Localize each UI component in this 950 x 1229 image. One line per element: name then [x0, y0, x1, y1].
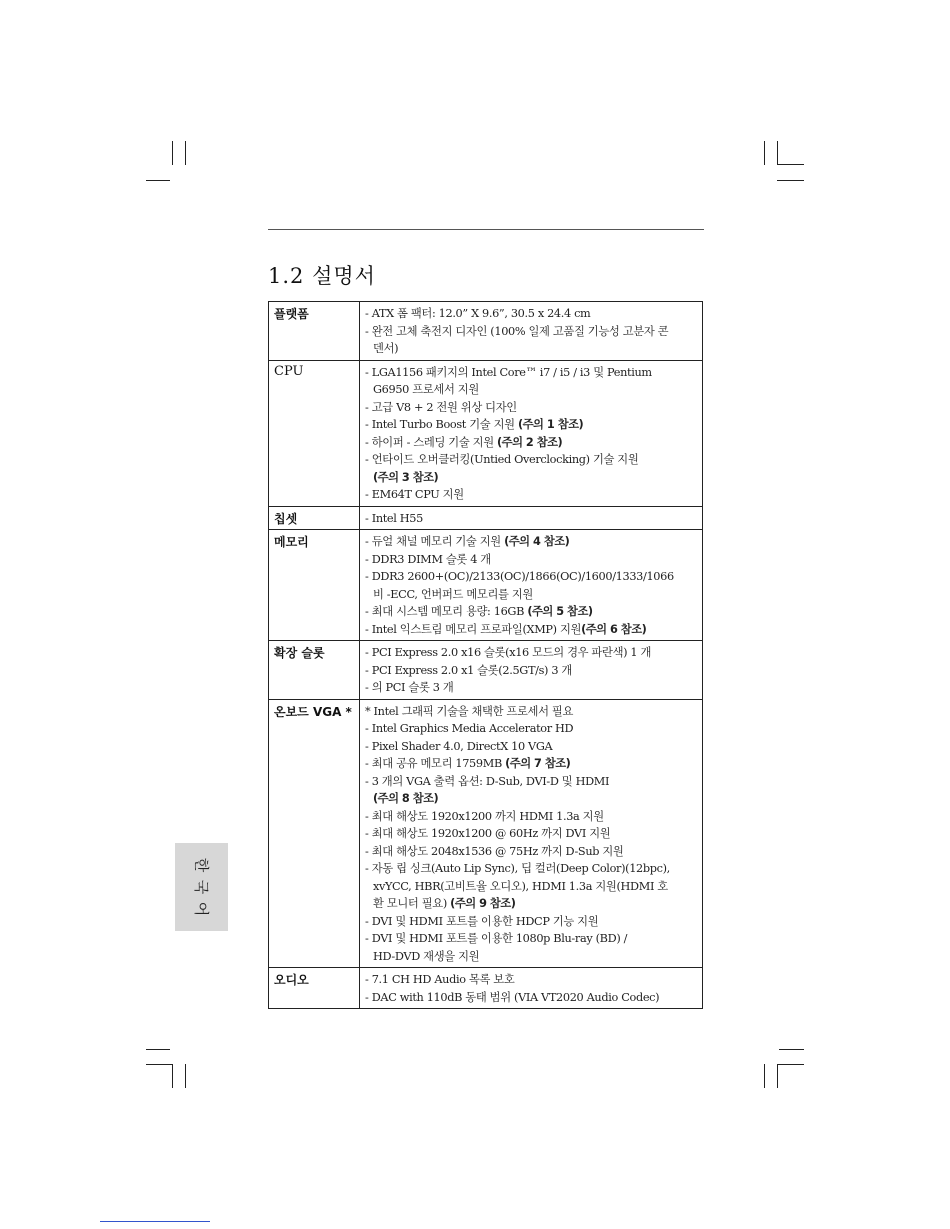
- spec-items: [360, 302, 703, 361]
- crop-mark: [777, 1064, 804, 1065]
- spec-items: [360, 968, 703, 1009]
- spec-note: (주의 4 참조): [504, 535, 570, 548]
- spec-item: [365, 989, 698, 1007]
- spec-row: [269, 506, 703, 530]
- spec-item: [365, 469, 698, 487]
- spec-item: [365, 878, 698, 896]
- section-title: 1.2 설명서: [268, 264, 376, 288]
- crop-mark: [779, 1049, 804, 1050]
- spec-item: [365, 399, 698, 417]
- spec-item: [365, 808, 698, 826]
- spec-item-text: - Intel H55: [365, 511, 423, 525]
- language-tab-char: 국: [192, 879, 211, 895]
- bottom-link-line: [100, 1221, 210, 1222]
- crop-mark: [146, 180, 170, 181]
- spec-item-text: - Intel Graphics Media Accelerator HD: [365, 722, 574, 735]
- spec-item: [365, 662, 698, 680]
- crop-mark: [146, 1049, 170, 1050]
- spec-item: [365, 551, 698, 569]
- spec-item-text: - 의 PCI 슬롯 3 개: [365, 681, 454, 694]
- spec-item: [365, 416, 698, 434]
- spec-item-text: - PCI Express 2.0 x16 슬롯(x16 모드의 경우 파란색) 1 개: [365, 646, 652, 659]
- spec-item: [365, 434, 698, 452]
- spec-item-text: - DDR3 DIMM 슬롯 4 개: [365, 552, 491, 566]
- spec-item-text: - DAC with 110dB 동태 범위 (VIA VT2020 Audio Codec): [365, 990, 660, 1004]
- spec-item-text: - DDR3 2600+(OC)/2133(OC)/1866(OC)/1600/1333/1066: [365, 570, 674, 583]
- spec-item: [365, 971, 698, 989]
- spec-category: 플랫폼: [269, 302, 360, 361]
- spec-item-text: HD-DVD 재생을 지원: [373, 949, 480, 963]
- spec-item: [365, 948, 698, 966]
- spec-item: [365, 510, 698, 528]
- spec-item-text: - LGA1156 패키지의 Intel Core™ i7 / i5 / i3 및 Pentium: [365, 365, 652, 379]
- spec-row: [269, 641, 703, 700]
- spec-item: [365, 679, 698, 697]
- spec-items: [360, 506, 703, 530]
- spec-item: [365, 930, 698, 948]
- spec-item-text: - 3 개의 VGA 출력 옵션: D-Sub, DVI-D 및 HDMI: [365, 774, 610, 788]
- crop-mark: [172, 1064, 173, 1088]
- spec-item-text: 환 모니터 필요): [373, 897, 451, 910]
- spec-category: 칩셋: [269, 506, 360, 530]
- spec-note: (주의 7 참조): [505, 757, 571, 770]
- language-tab-char: 한: [192, 857, 211, 873]
- spec-item-text: - 7.1 CH HD Audio 목록 보호: [365, 973, 515, 986]
- spec-item-text: - DVI 및 HDMI 포트를 이용한 1080p Blu-ray (BD) /: [365, 932, 628, 945]
- spec-item: [365, 773, 698, 791]
- spec-item: [365, 586, 698, 604]
- spec-item-text: - PCI Express 2.0 x1 슬롯(2.5GT/s) 3 개: [365, 663, 572, 677]
- spec-item-text: - 하이퍼 - 스레딩 기술 지원: [365, 435, 498, 449]
- spec-item: [365, 738, 698, 756]
- spec-row: [269, 360, 703, 506]
- language-tab: [175, 843, 228, 931]
- spec-item-text: - 듀얼 채널 메모리 기술 지원: [365, 535, 505, 548]
- crop-mark: [185, 1064, 186, 1088]
- spec-items: [360, 530, 703, 641]
- spec-item-text: 비 -ECC, 언버퍼드 메모리를 지원: [373, 587, 533, 601]
- crop-mark: [764, 141, 765, 165]
- spec-item: [365, 381, 698, 399]
- spec-item: [365, 790, 698, 808]
- spec-note: (주의 8 참조): [373, 792, 439, 805]
- spec-item-text: * Intel 그래픽 기술을 채택한 프로세서 필요: [365, 704, 574, 718]
- spec-item: [365, 720, 698, 738]
- spec-items: [360, 699, 703, 968]
- spec-item-text: 덴서): [373, 342, 399, 355]
- spec-item-text: - 언타이드 오버클러킹(Untied Overclocking) 기술 지원: [365, 453, 639, 466]
- spec-item-text: - 고급 V8 + 2 전원 위상 디자인: [365, 400, 517, 414]
- spec-category: CPU: [269, 360, 360, 506]
- spec-item-text: - 최대 공유 메모리 1759MB: [365, 757, 506, 770]
- spec-row: [269, 699, 703, 968]
- language-tab-char: 어: [192, 901, 211, 917]
- spec-category: 온보드 VGA *: [269, 699, 360, 968]
- spec-item-text: G6950 프로세서 지원: [373, 383, 479, 396]
- spec-item: [365, 305, 698, 323]
- spec-category: 확장 슬롯: [269, 641, 360, 700]
- crop-mark: [777, 180, 804, 181]
- crop-mark: [764, 1064, 765, 1088]
- spec-item-text: xvYCC, HBR(고비트율 오디오), HDMI 1.3a 지원(HDMI 호: [373, 879, 668, 893]
- spec-category: 오디오: [269, 968, 360, 1009]
- crop-mark: [777, 141, 778, 165]
- crop-mark: [777, 1064, 778, 1088]
- crop-mark: [185, 141, 186, 165]
- spec-note: (주의 6 참조): [581, 622, 647, 636]
- spec-item-text: - EM64T CPU 지원: [365, 488, 464, 501]
- spec-note: (주의 2 참조): [497, 435, 563, 449]
- spec-item: [365, 860, 698, 878]
- spec-item: [365, 533, 698, 551]
- spec-items: [360, 641, 703, 700]
- spec-note: (주의 3 참조): [373, 470, 439, 484]
- spec-item-text: - 자동 립 싱크(Auto Lip Sync), 딥 컬러(Deep Color)(12bpc),: [365, 862, 670, 875]
- spec-item-text: - Intel 익스트림 메모리 프로파일(XMP) 지원: [365, 622, 582, 636]
- spec-item: [365, 603, 698, 621]
- crop-mark: [777, 164, 804, 165]
- spec-item-text: - DVI 및 HDMI 포트를 이용한 HDCP 기능 지원: [365, 914, 599, 928]
- spec-item: [365, 644, 698, 662]
- spec-note: (주의 1 참조): [517, 418, 584, 431]
- spec-item: [365, 451, 698, 469]
- spec-table: [268, 301, 703, 1009]
- spec-item: [365, 364, 698, 382]
- spec-item-text: - ATX 폼 팩터: 12.0” X 9.6”, 30.5 x 24.4 cm: [365, 307, 591, 320]
- spec-item-text: - Pixel Shader 4.0, DirectX 10 VGA: [365, 739, 553, 753]
- spec-item-text: - 최대 해상도 2048x1536 @ 75Hz 까지 D-Sub 지원: [365, 844, 624, 858]
- spec-item-text: - 최대 시스템 메모리 용량: 16GB: [365, 605, 528, 618]
- spec-item: [365, 486, 698, 504]
- spec-item: [365, 340, 698, 358]
- header-rule: [268, 229, 704, 230]
- spec-item: [365, 568, 698, 586]
- spec-note: (주의 9 참조): [450, 897, 516, 910]
- spec-row: [269, 302, 703, 361]
- spec-item-text: - Intel Turbo Boost 기술 지원: [365, 418, 518, 431]
- spec-item: [365, 755, 698, 773]
- spec-item-text: - 최대 해상도 1920x1200 까지 HDMI 1.3a 지원: [365, 809, 604, 823]
- spec-item-text: - 완전 고체 축전지 디자인 (100% 일제 고품질 기능성 고분자 콘: [365, 324, 669, 338]
- spec-row: [269, 530, 703, 641]
- spec-item: [365, 703, 698, 721]
- spec-items: [360, 360, 703, 506]
- spec-item: [365, 323, 698, 341]
- spec-item-text: - 최대 해상도 1920x1200 @ 60Hz 까지 DVI 지원: [365, 827, 611, 840]
- spec-item: [365, 895, 698, 913]
- crop-mark: [172, 141, 173, 165]
- spec-item: [365, 825, 698, 843]
- spec-note: (주의 5 참조): [527, 605, 593, 618]
- spec-item: [365, 621, 698, 639]
- spec-item: [365, 913, 698, 931]
- spec-row: [269, 968, 703, 1009]
- crop-mark: [146, 1064, 172, 1065]
- spec-item: [365, 843, 698, 861]
- spec-category: 메모리: [269, 530, 360, 641]
